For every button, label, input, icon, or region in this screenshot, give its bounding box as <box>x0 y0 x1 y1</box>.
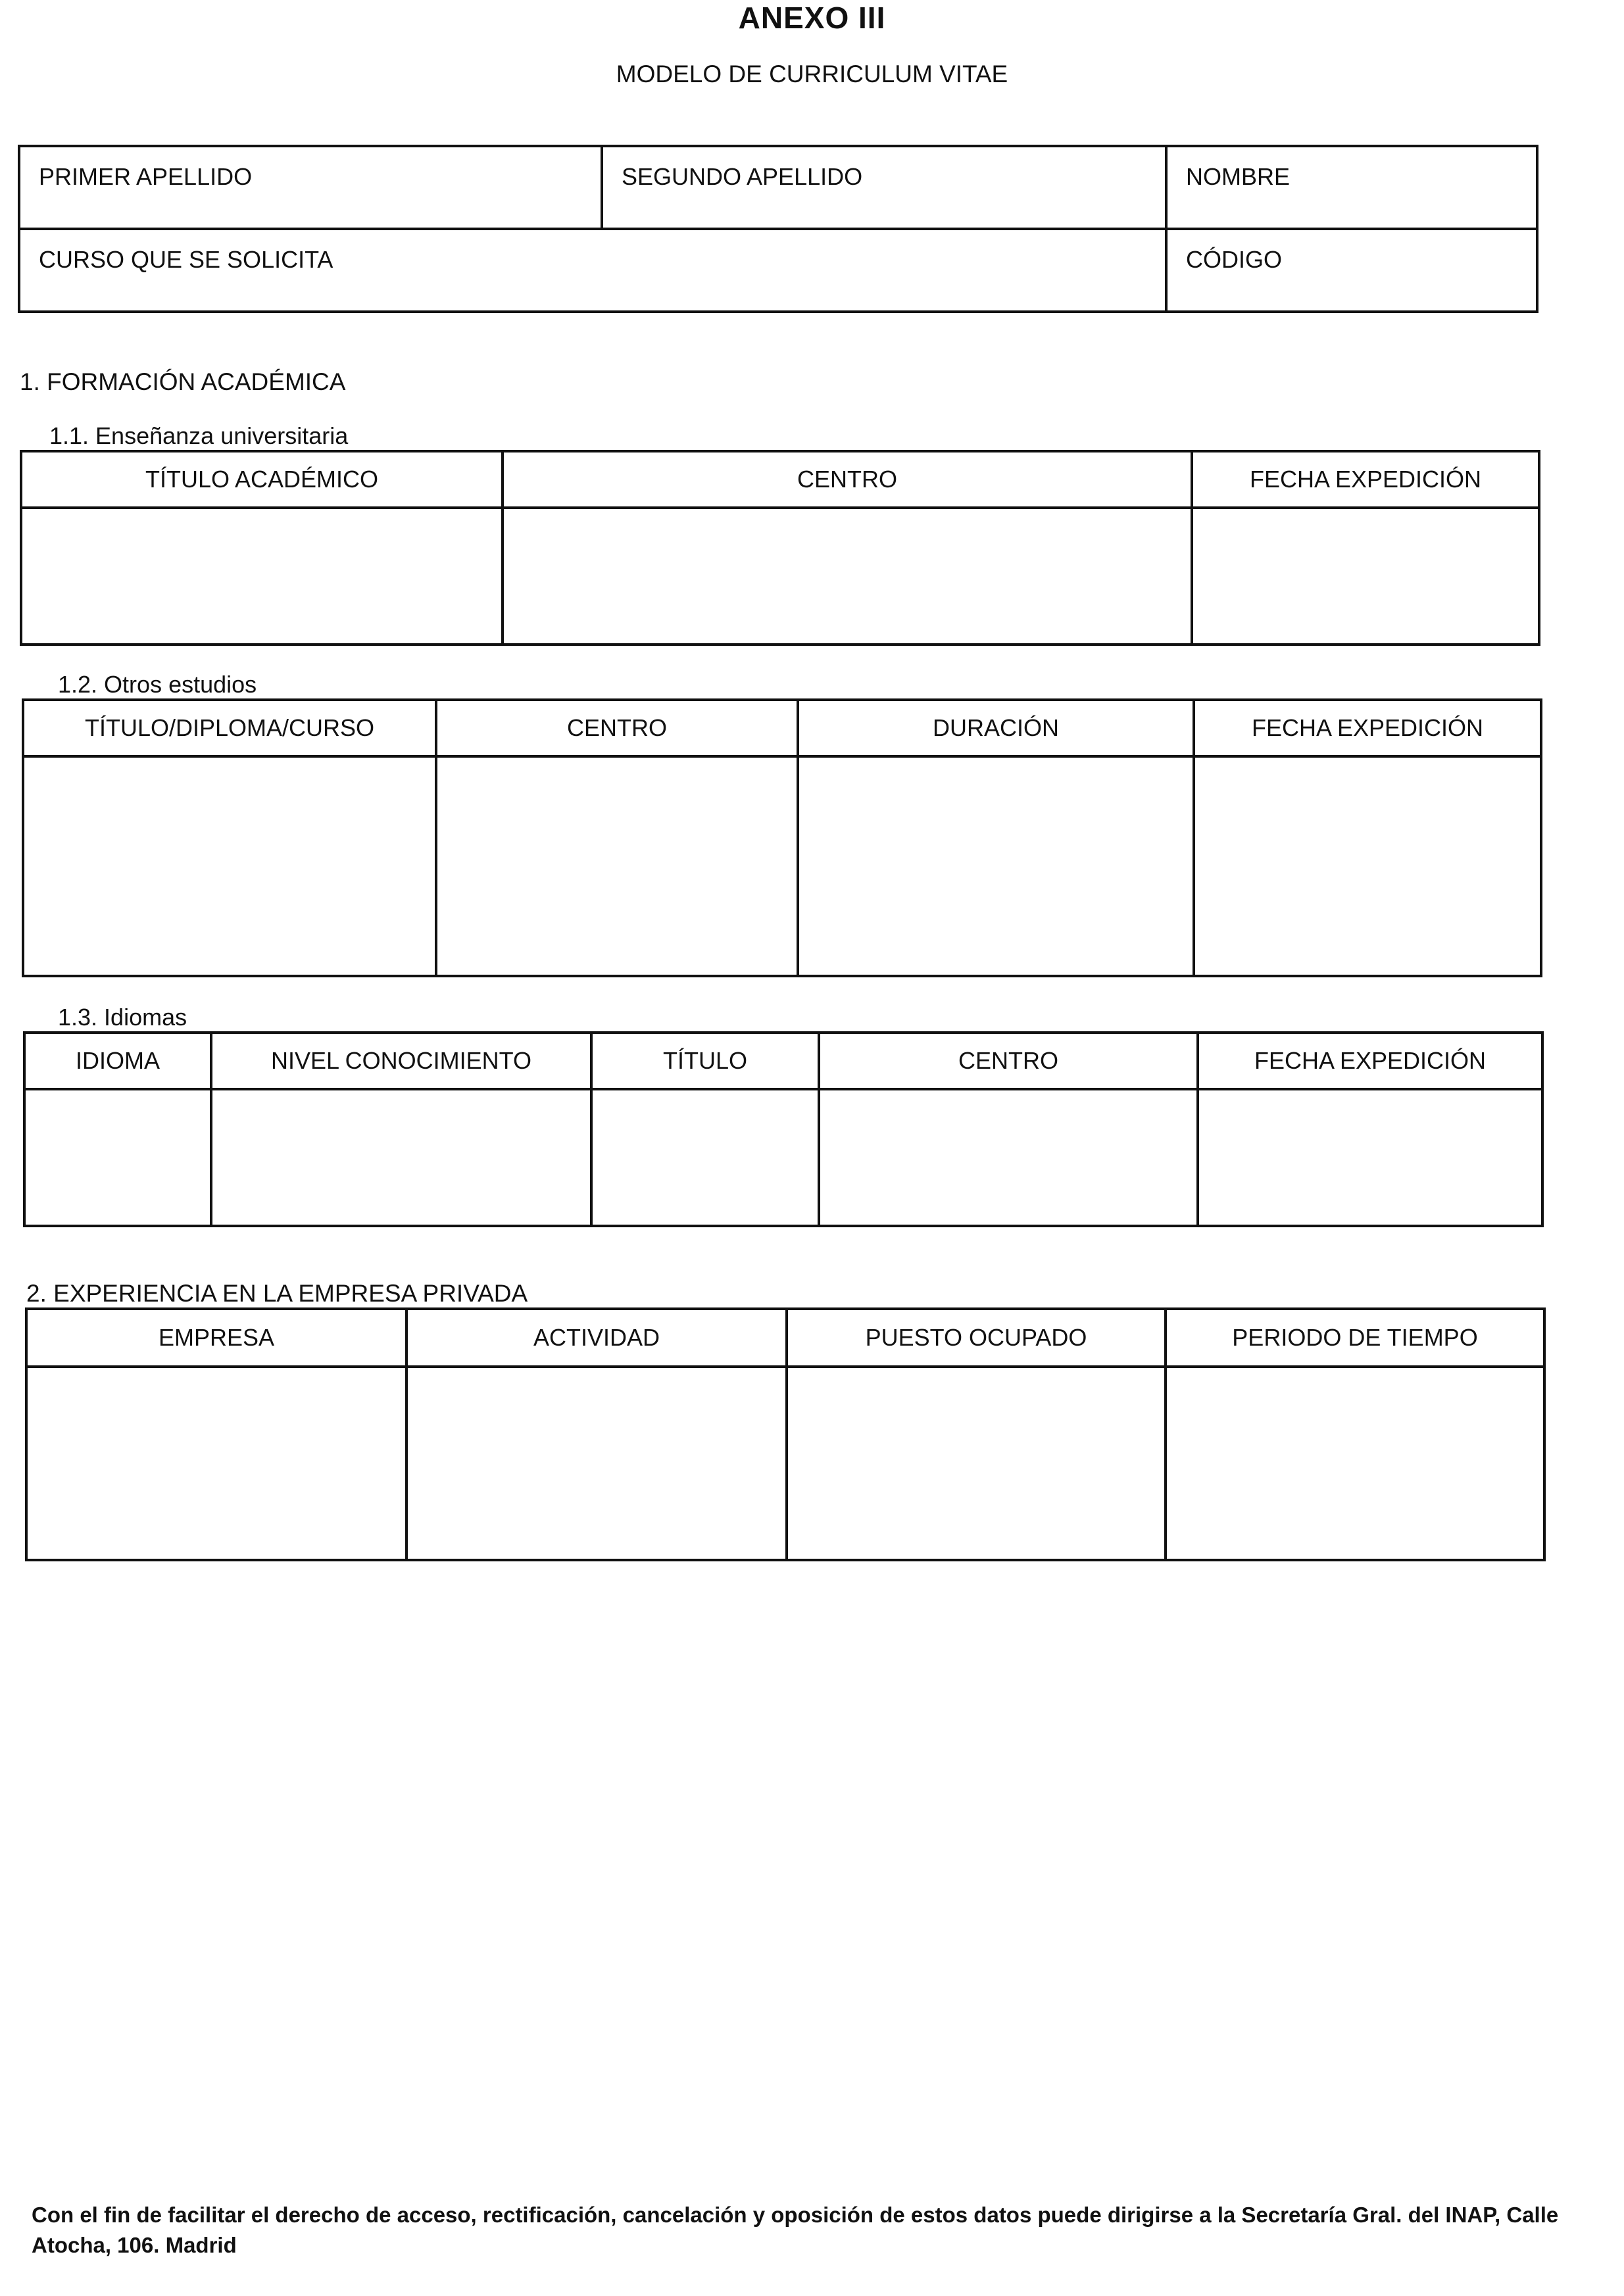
input-cell[interactable] <box>1198 1089 1542 1226</box>
column-header: DURACIÓN <box>798 700 1194 756</box>
column-header: CENTRO <box>503 451 1192 508</box>
column-header: TÍTULO <box>591 1033 819 1089</box>
column-header: PERIODO DE TIEMPO <box>1166 1309 1544 1367</box>
identification-table <box>18 145 1538 313</box>
input-cell[interactable] <box>1166 1367 1544 1560</box>
input-cell[interactable] <box>406 1367 787 1560</box>
field-label: NOMBRE <box>1186 163 1291 190</box>
field-primer-apellido[interactable] <box>19 146 602 229</box>
field-nombre[interactable] <box>1166 146 1537 229</box>
subsection-1-1-title: 1.1. Enseñanza universitaria <box>49 422 349 449</box>
input-cell[interactable] <box>798 756 1194 976</box>
field-curso[interactable] <box>19 229 1166 312</box>
subsection-1-3-title: 1.3. Idiomas <box>58 1004 187 1031</box>
input-cell[interactable] <box>436 756 798 976</box>
column-header: TÍTULO/DIPLOMA/CURSO <box>23 700 436 756</box>
column-header: EMPRESA <box>26 1309 406 1367</box>
input-cell[interactable] <box>26 1367 406 1560</box>
column-header: FECHA EXPEDICIÓN <box>1198 1033 1542 1089</box>
column-header: CENTRO <box>819 1033 1198 1089</box>
column-header: ACTIVIDAD <box>406 1309 787 1367</box>
input-cell[interactable] <box>787 1367 1166 1560</box>
column-header: PUESTO OCUPADO <box>787 1309 1166 1367</box>
university-table <box>20 450 1540 646</box>
field-label: CÓDIGO <box>1186 246 1283 273</box>
input-cell[interactable] <box>591 1089 819 1226</box>
field-label: PRIMER APELLIDO <box>39 163 253 190</box>
section-1-title: 1. FORMACIÓN ACADÉMICA <box>20 368 346 395</box>
input-cell[interactable] <box>1192 508 1539 645</box>
input-cell[interactable] <box>503 508 1192 645</box>
privacy-footer-note: Con el fin de facilitar el derecho de acceso, rectificación, cancelación y oposición de estos datos puede dirigirse a la Secretaría Gral. del INAP, Calle Atocha, 106. Madrid <box>32 2203 1559 2257</box>
input-cell[interactable] <box>24 1089 211 1226</box>
languages-table <box>23 1031 1544 1227</box>
field-label: CURSO QUE SE SOLICITA <box>39 246 333 273</box>
page-title: ANEXO III <box>738 1 886 35</box>
input-cell[interactable] <box>21 508 503 645</box>
column-header: TÍTULO ACADÉMICO <box>21 451 503 508</box>
private-experience-table <box>25 1307 1546 1561</box>
input-cell[interactable] <box>1194 756 1541 976</box>
input-cell[interactable] <box>211 1089 591 1226</box>
column-header: IDIOMA <box>24 1033 211 1089</box>
column-header: CENTRO <box>436 700 798 756</box>
column-header: NIVEL CONOCIMIENTO <box>211 1033 591 1089</box>
page-subtitle: MODELO DE CURRICULUM VITAE <box>616 61 1008 87</box>
field-label: SEGUNDO APELLIDO <box>622 163 863 190</box>
input-cell[interactable] <box>819 1089 1198 1226</box>
section-2-title: 2. EXPERIENCIA EN LA EMPRESA PRIVADA <box>26 1280 528 1307</box>
subsection-1-2-title: 1.2. Otros estudios <box>58 671 257 698</box>
other-studies-table <box>22 698 1542 977</box>
field-segundo-apellido[interactable] <box>602 146 1166 229</box>
column-header: FECHA EXPEDICIÓN <box>1194 700 1541 756</box>
field-codigo[interactable] <box>1166 229 1537 312</box>
input-cell[interactable] <box>23 756 436 976</box>
column-header: FECHA EXPEDICIÓN <box>1192 451 1539 508</box>
